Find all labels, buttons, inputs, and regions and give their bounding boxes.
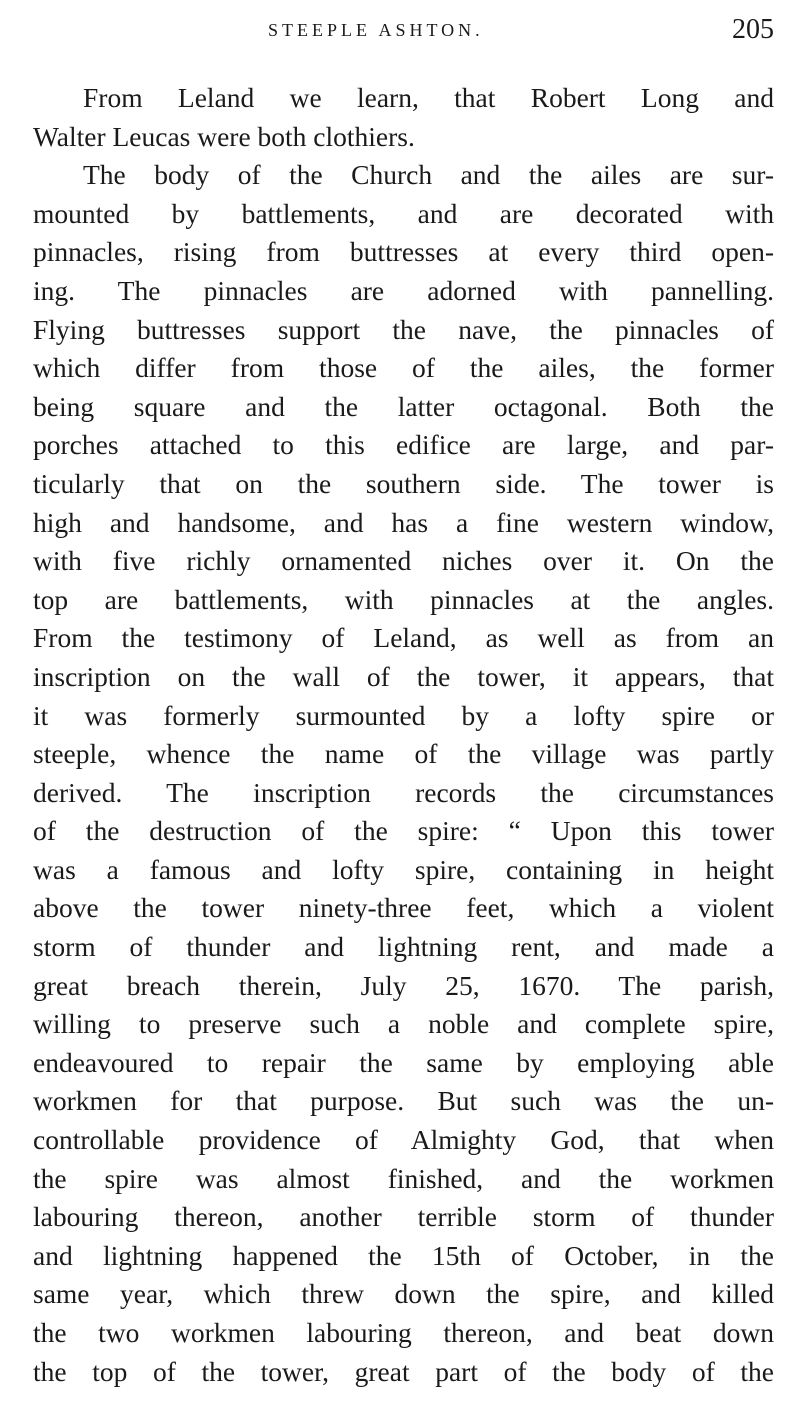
text-line: derived. The inscription records the circumstances xyxy=(33,776,774,808)
text-line: From the testimony of Leland, as well as from an xyxy=(33,622,774,654)
text-line: controllable providence of Almighty God, that when xyxy=(33,1124,774,1156)
text-line: being square and the latter octagonal. Both the xyxy=(33,390,774,422)
text-line: workmen for that purpose. But such was the un- xyxy=(33,1085,774,1117)
text-line: pinnacles, rising from buttresses at every third open- xyxy=(33,236,774,268)
text-line: which differ from those of the ailes, the former xyxy=(33,352,774,384)
page-number: 205 xyxy=(732,14,774,45)
text-line: top are battlements, with pinnacles at the angles. xyxy=(33,583,774,615)
text-line: storm of thunder and lightning rent, and made a xyxy=(33,931,774,963)
text-line: high and handsome, and has a fine western window, xyxy=(33,506,774,538)
text-line: mounted by battlements, and are decorated with xyxy=(33,197,774,229)
text-line: endeavoured to repair the same by employing able xyxy=(33,1046,774,1078)
text-line: inscription on the wall of the tower, it appears, that xyxy=(33,660,774,692)
text-line: Walter Leucas were both clothiers. xyxy=(33,120,415,152)
text-line: the two workmen labouring thereon, and beat down xyxy=(33,1317,774,1348)
running-head xyxy=(0,14,800,50)
text-line: the top of the tower, great part of the body of the xyxy=(33,1355,774,1387)
text-line: willing to preserve such a noble and complete spire, xyxy=(33,1008,774,1040)
text-line: From Leland we learn, that Robert Long and xyxy=(83,82,774,113)
text-line: labouring thereon, another terrible storm of thunder xyxy=(33,1201,774,1233)
text-line: and lightning happened the 15th of October, in the xyxy=(33,1239,774,1271)
text-line: the spire was almost finished, and the workmen xyxy=(33,1162,774,1194)
text-line: same year, which threw down the spire, and killed xyxy=(33,1278,774,1310)
text-line: above the tower ninety-three feet, which a violent xyxy=(33,892,774,924)
text-line: porches attached to this edifice are large, and par- xyxy=(33,429,774,461)
text-line: was a famous and lofty spire, containing in height xyxy=(33,853,774,885)
body-text xyxy=(33,79,774,1391)
text-line: with five richly ornamented niches over it. On the xyxy=(33,545,774,577)
running-title: STEEPLE ASHTON. xyxy=(268,20,484,40)
text-line: ticularly that on the southern side. The tower is xyxy=(33,467,774,499)
text-line: ing. The pinnacles are adorned with pannelling. xyxy=(33,274,774,306)
text-line: The body of the Church and the ailes are sur- xyxy=(83,159,774,191)
text-line: of the destruction of the spire: “ Upon this tower xyxy=(33,815,774,847)
text-line: steeple, whence the name of the village was partly xyxy=(33,738,774,770)
text-line: Flying buttresses support the nave, the pinnacles of xyxy=(33,313,774,345)
text-line: great breach therein, July 25, 1670. The parish, xyxy=(33,969,774,1001)
text-line: it was formerly surmounted by a lofty spire or xyxy=(33,699,774,731)
